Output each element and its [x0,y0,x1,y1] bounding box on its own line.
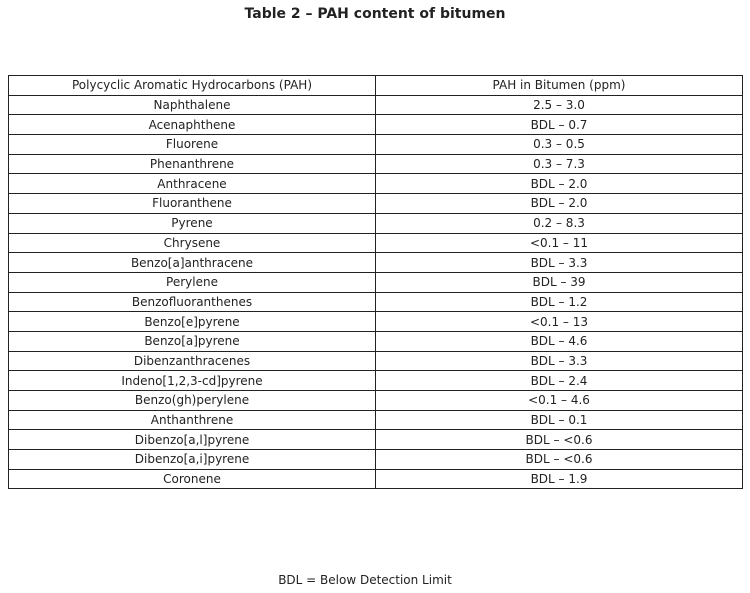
table-body [9,95,743,489]
table-row [9,312,743,332]
table-row [9,371,743,391]
pah-table [8,75,743,489]
pah-name-cell: Perylene [9,272,376,292]
table-row [9,253,743,273]
table-row [9,95,743,115]
pah-ppm-cell: 0.3 – 7.3 [376,154,743,174]
pah-name-cell: Chrysene [9,233,376,253]
pah-ppm-cell: 0.2 – 8.3 [376,213,743,233]
pah-ppm-cell: BDL – 0.7 [376,115,743,135]
pah-ppm-cell: BDL – 2.0 [376,194,743,214]
pah-ppm-cell: BDL – 2.0 [376,174,743,194]
pah-name-cell: Dibenzo[a,i]pyrene [9,450,376,470]
pah-ppm-cell: BDL – <0.6 [376,430,743,450]
pah-name-cell: Benzo[a]anthracene [9,253,376,273]
pah-name-cell: Fluorene [9,135,376,155]
table-row [9,272,743,292]
table-row [9,430,743,450]
pah-ppm-cell: BDL – 3.3 [376,351,743,371]
pah-ppm-cell: BDL – 4.6 [376,331,743,351]
table-row [9,115,743,135]
pah-ppm-cell: BDL – 1.2 [376,292,743,312]
pah-ppm-cell: <0.1 – 4.6 [376,391,743,411]
table-row [9,194,743,214]
table-row [9,154,743,174]
table-row [9,213,743,233]
table-row [9,469,743,489]
pah-name-cell: Benzo(gh)perylene [9,391,376,411]
pah-name-cell: Dibenzo[a,l]pyrene [9,430,376,450]
table-row [9,450,743,470]
pah-name-cell: Benzo[e]pyrene [9,312,376,332]
table-row [9,331,743,351]
pah-ppm-cell: 2.5 – 3.0 [376,95,743,115]
pah-name-cell: Indeno[1,2,3-cd]pyrene [9,371,376,391]
pah-name-cell: Benzofluoranthenes [9,292,376,312]
table-row [9,292,743,312]
column-header-ppm: PAH in Bitumen (ppm) [376,76,743,96]
pah-ppm-cell: <0.1 – 13 [376,312,743,332]
column-header-pah: Polycyclic Aromatic Hydrocarbons (PAH) [9,76,376,96]
pah-ppm-cell: BDL – 1.9 [376,469,743,489]
pah-ppm-cell: BDL – <0.6 [376,450,743,470]
pah-ppm-cell: BDL – 3.3 [376,253,743,273]
pah-ppm-cell: BDL – 39 [376,272,743,292]
pah-name-cell: Acenaphthene [9,115,376,135]
pah-name-cell: Pyrene [9,213,376,233]
pah-name-cell: Benzo[a]pyrene [9,331,376,351]
table-row [9,174,743,194]
table-row [9,410,743,430]
table-header-row [9,76,743,96]
pah-name-cell: Anthracene [9,174,376,194]
table-row [9,391,743,411]
pah-ppm-cell: 0.3 – 0.5 [376,135,743,155]
table-row [9,135,743,155]
pah-name-cell: Phenanthrene [9,154,376,174]
table-row [9,233,743,253]
pah-name-cell: Fluoranthene [9,194,376,214]
pah-name-cell: Naphthalene [9,95,376,115]
table-title: Table 2 – PAH content of bitumen [244,6,506,22]
table-row [9,351,743,371]
footnote: BDL = Below Detection Limit [278,573,452,587]
pah-ppm-cell: BDL – 0.1 [376,410,743,430]
pah-name-cell: Dibenzanthracenes [9,351,376,371]
pah-ppm-cell: <0.1 – 11 [376,233,743,253]
pah-name-cell: Anthanthrene [9,410,376,430]
pah-name-cell: Coronene [9,469,376,489]
pah-ppm-cell: BDL – 2.4 [376,371,743,391]
